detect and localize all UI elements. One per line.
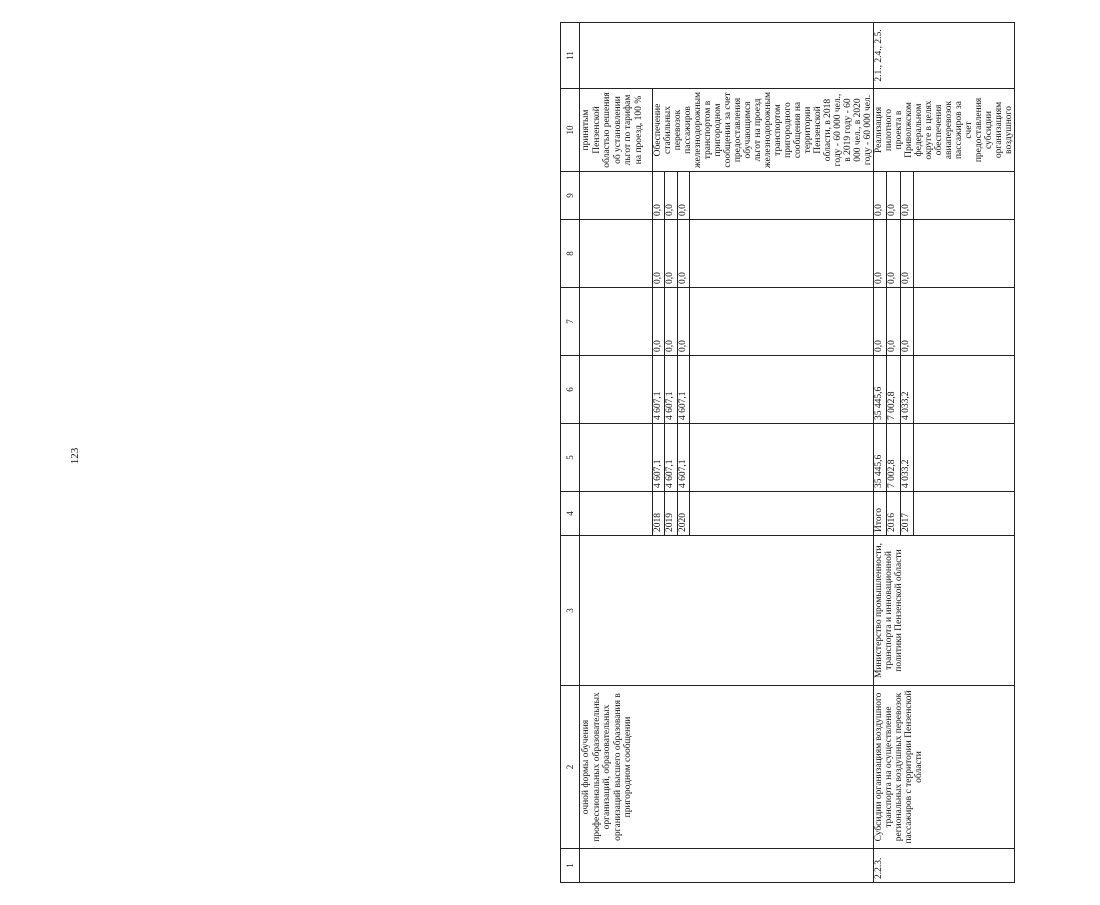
block2-c6: 4 033,2 bbox=[900, 356, 913, 424]
block1-filler bbox=[689, 220, 873, 288]
block1-col4-empty bbox=[580, 492, 653, 536]
page-number: 123 bbox=[69, 447, 81, 465]
block2-number: 2.2.3. bbox=[874, 849, 1015, 883]
block2-year: 2016 bbox=[887, 492, 900, 536]
block1-c6: 4 607,1 bbox=[653, 356, 665, 424]
col-num-6: 6 bbox=[561, 356, 580, 424]
column-number-row bbox=[561, 23, 580, 883]
block1-c5: 4 607,1 bbox=[677, 424, 689, 492]
block1-filler bbox=[689, 424, 873, 492]
block1-c9: 0,0 bbox=[665, 172, 677, 220]
block2-description: Субсидии организациям воздушного транспорта на осуществление региональных воздушных перевозок пассажиров с территории Пензенской области bbox=[874, 686, 1015, 849]
block1-year: 2018 bbox=[653, 492, 665, 536]
block1-c7: 0,0 bbox=[653, 288, 665, 356]
block2-c8: 0,0 bbox=[887, 220, 900, 288]
block1-c9: 0,0 bbox=[653, 172, 665, 220]
block1-filler bbox=[689, 288, 873, 356]
col-num-5: 5 bbox=[561, 424, 580, 492]
block1-col8-empty bbox=[580, 220, 653, 288]
rotated-table-container bbox=[560, 23, 1100, 883]
block1-c8: 0,0 bbox=[665, 220, 677, 288]
block2-filler bbox=[914, 356, 1015, 424]
block1-filler bbox=[689, 172, 873, 220]
block1-c7: 0,0 bbox=[677, 288, 689, 356]
block2-year: Итого bbox=[874, 492, 887, 536]
col-num-10: 10 bbox=[561, 89, 580, 172]
col-num-2: 2 bbox=[561, 686, 580, 849]
block1-c6: 4 607,1 bbox=[665, 356, 677, 424]
block2-c7: 0,0 bbox=[874, 288, 887, 356]
block2-c8: 0,0 bbox=[900, 220, 913, 288]
block2-year: 2017 bbox=[900, 492, 913, 536]
block1-c5: 4 607,1 bbox=[665, 424, 677, 492]
block1-c8: 0,0 bbox=[653, 220, 665, 288]
block2-c7: 0,0 bbox=[900, 288, 913, 356]
block2-col10: Реализация пилотного проекта в Приволжском федеральном округе в целях обеспечения авиаперевозок пассажиров за счет предоставления субсидии организациям воздушного bbox=[874, 89, 1015, 172]
block2-c9: 0,0 bbox=[874, 172, 887, 220]
col-num-4: 4 bbox=[561, 492, 580, 536]
block2-filler bbox=[914, 220, 1015, 288]
col-num-3: 3 bbox=[561, 536, 580, 686]
block1-c8: 0,0 bbox=[677, 220, 689, 288]
block1-c9: 0,0 bbox=[677, 172, 689, 220]
block2-responsible: Министерство промышленности, транспорта и инновационной политики Пензенской области bbox=[874, 536, 1015, 686]
col-num-11: 11 bbox=[561, 23, 580, 89]
col-num-9: 9 bbox=[561, 172, 580, 220]
block1-col10-main: Обеспечение стабильных перевозок пассажиров железнодорожным транспортом в пригородном сообщении за счет предоставления обучающимся льгот на проезд железнодорожным транспортом пригородного сообщения на территории Пензенской области, в 2018 году - 60 000 чел., в 2019 году - 60 000 чел., в 2020 году - 60 000 чел. bbox=[653, 89, 874, 172]
block2-c6: 35 445,6 bbox=[874, 356, 887, 424]
block1-c5: 4 607,1 bbox=[653, 424, 665, 492]
block1-year: 2020 bbox=[677, 492, 689, 536]
block1-col9-empty bbox=[580, 172, 653, 220]
block1-description: очной формы обучения профессиональных образовательных организаций, образовательных организаций высшего образования в пригородном сообщении bbox=[580, 686, 874, 849]
block2-c9: 0,0 bbox=[900, 172, 913, 220]
block2-c5: 4 033,2 bbox=[900, 424, 913, 492]
block1-c6: 4 607,1 bbox=[677, 356, 689, 424]
block2-c6: 7 002,8 bbox=[887, 356, 900, 424]
block1-year: 2019 bbox=[665, 492, 677, 536]
block1-col3 bbox=[580, 536, 874, 686]
col-num-1: 1 bbox=[561, 849, 580, 883]
block2-c7: 0,0 bbox=[887, 288, 900, 356]
block2-row-total bbox=[874, 23, 887, 883]
block2-c5: 7 002,8 bbox=[887, 424, 900, 492]
col-num-7: 7 bbox=[561, 288, 580, 356]
block2-c5: 35 445,6 bbox=[874, 424, 887, 492]
block1-c7: 0,0 bbox=[665, 288, 677, 356]
block2-filler bbox=[914, 288, 1015, 356]
block1-col1 bbox=[580, 849, 874, 883]
block1-col7-empty bbox=[580, 288, 653, 356]
col-num-8: 8 bbox=[561, 220, 580, 288]
program-table bbox=[560, 22, 1015, 883]
block1-col6-empty bbox=[580, 356, 653, 424]
block2-col11: 2.1., 2.4., 2.5. bbox=[874, 23, 1015, 89]
block2-c9: 0,0 bbox=[887, 172, 900, 220]
block2-c8: 0,0 bbox=[874, 220, 887, 288]
block1-col5-empty bbox=[580, 424, 653, 492]
block1-filler bbox=[689, 492, 873, 536]
block2-filler bbox=[914, 172, 1015, 220]
block1-col11 bbox=[580, 23, 874, 89]
block2-filler bbox=[914, 492, 1015, 536]
block1-filler bbox=[689, 356, 873, 424]
block1-top-row bbox=[580, 23, 653, 883]
block2-filler bbox=[914, 424, 1015, 492]
block1-col10-top: принятым Пензенской областью решения об установлении льгот по тарифам на проезд, 100 % bbox=[580, 89, 653, 172]
